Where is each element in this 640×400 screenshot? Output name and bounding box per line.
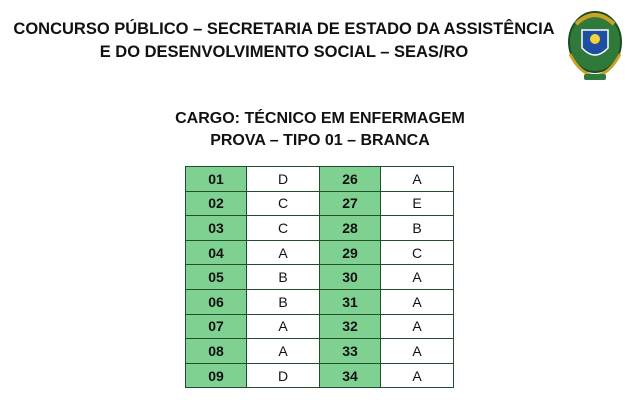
exam-info	[0, 108, 640, 152]
answer-letter: A	[381, 265, 454, 290]
question-number: 34	[320, 363, 381, 388]
answer-key-table	[185, 166, 454, 388]
question-number: 33	[320, 339, 381, 364]
answer-letter: A	[381, 289, 454, 314]
table-row	[186, 339, 454, 364]
question-number: 05	[186, 265, 247, 290]
answer-letter: A	[381, 314, 454, 339]
table-row	[186, 363, 454, 388]
question-number: 07	[186, 314, 247, 339]
header-line-2: E DO DESENVOLVIMENTO SOCIAL – SEAS/RO	[99, 43, 469, 61]
question-number: 28	[320, 216, 381, 241]
answer-letter: C	[247, 191, 320, 216]
coat-of-arms-icon	[560, 4, 630, 84]
answer-letter: D	[247, 167, 320, 192]
question-number: 31	[320, 289, 381, 314]
cargo-title: CARGO: TÉCNICO EM ENFERMAGEM	[175, 110, 465, 127]
question-number: 29	[320, 240, 381, 265]
answer-letter: A	[247, 314, 320, 339]
answer-letter: A	[247, 240, 320, 265]
question-number: 30	[320, 265, 381, 290]
prova-type: PROVA – TIPO 01 – BRANCA	[210, 132, 430, 149]
answer-letter: C	[381, 240, 454, 265]
table-row	[186, 314, 454, 339]
answer-letter: A	[381, 339, 454, 364]
answer-letter: A	[247, 339, 320, 364]
table-row	[186, 191, 454, 216]
answer-letter: D	[247, 363, 320, 388]
document-header	[0, 18, 568, 64]
table-row	[186, 167, 454, 192]
table-row	[186, 240, 454, 265]
header-line-1: CONCURSO PÚBLICO – SECRETARIA DE ESTADO DA ASSISTÊNCIA	[13, 20, 555, 38]
question-number: 03	[186, 216, 247, 241]
answer-letter: B	[247, 289, 320, 314]
question-number: 09	[186, 363, 247, 388]
answer-letter: B	[247, 265, 320, 290]
answer-letter: A	[381, 167, 454, 192]
question-number: 06	[186, 289, 247, 314]
question-number: 01	[186, 167, 247, 192]
question-number: 26	[320, 167, 381, 192]
answer-letter: A	[381, 363, 454, 388]
answer-letter: B	[381, 216, 454, 241]
question-number: 08	[186, 339, 247, 364]
table-row	[186, 289, 454, 314]
table-row	[186, 216, 454, 241]
question-number: 32	[320, 314, 381, 339]
question-number: 02	[186, 191, 247, 216]
answer-letter: E	[381, 191, 454, 216]
question-number: 27	[320, 191, 381, 216]
table-row	[186, 265, 454, 290]
question-number: 04	[186, 240, 247, 265]
answer-letter: C	[247, 216, 320, 241]
